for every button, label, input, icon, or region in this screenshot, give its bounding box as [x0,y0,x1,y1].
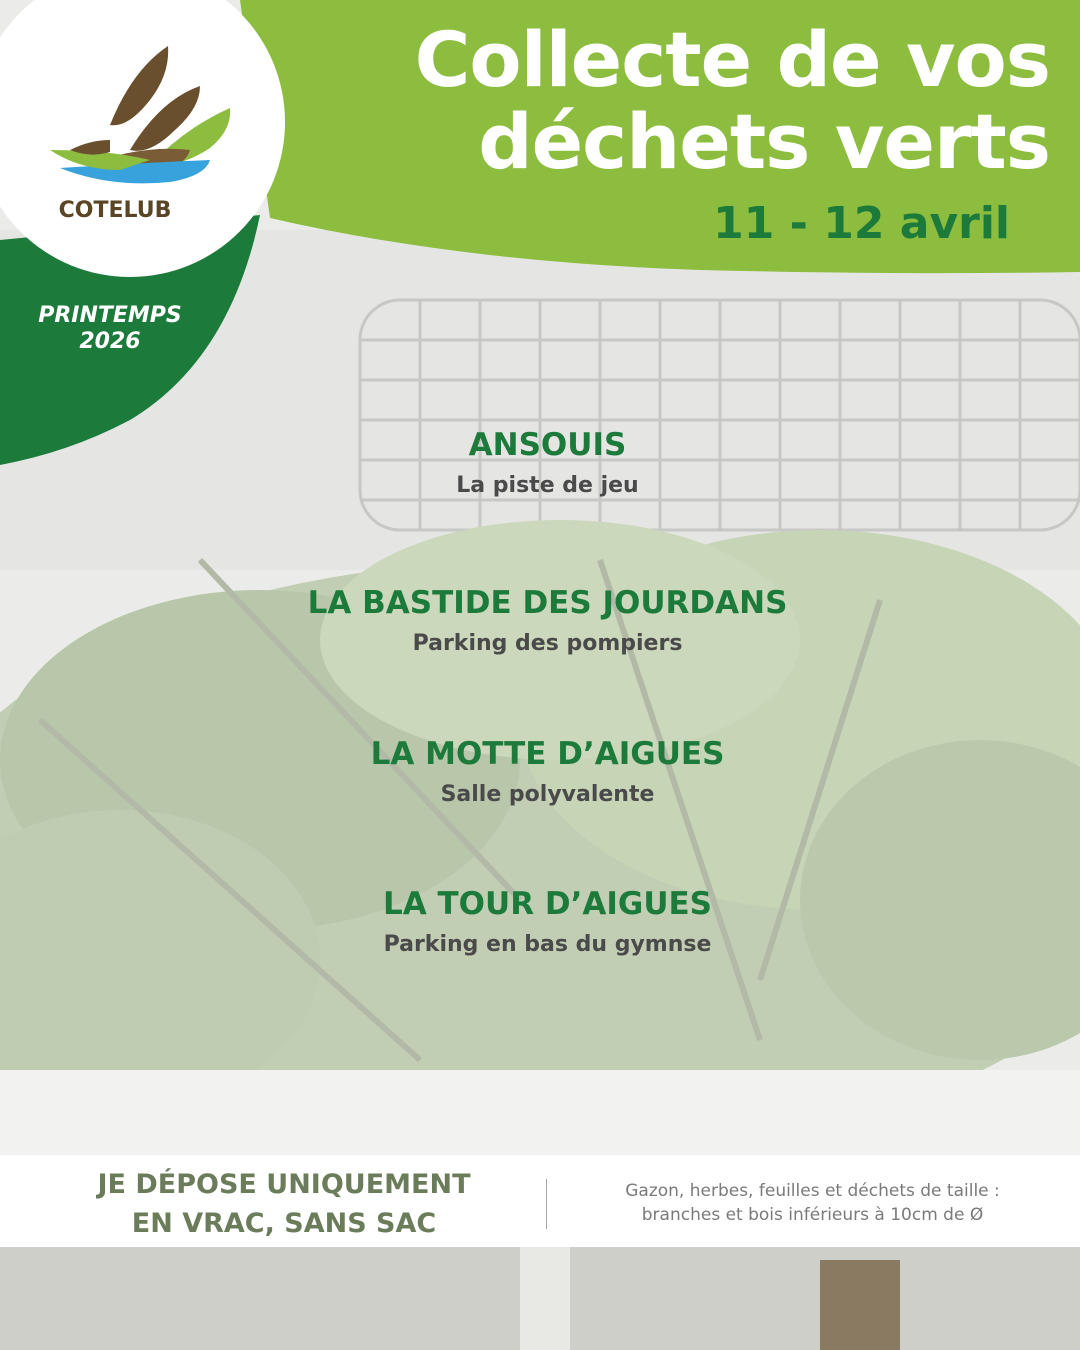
footer-divider [546,1179,547,1229]
location-place: Parking en bas du gymnse [383,932,712,957]
location-item [0,585,1080,656]
season-year: 2026 [79,329,141,354]
season-label: PRINTEMPS [38,303,182,328]
notice-line-2: EN VRAC, SANS SAC [131,1208,437,1239]
page-title-line-2: déchets verts [478,97,1050,186]
detail-line-2: branches et bois inférieurs à 10cm de Ø [641,1205,984,1225]
location-name: LA MOTTE D’AIGUES [370,736,725,772]
location-name: LA TOUR D’AIGUES [382,886,713,922]
location-name: ANSOUIS [468,427,627,463]
footer-notice-band [0,1155,1080,1247]
detail-line-1: Gazon, herbes, feuilles et déchets de taille : [625,1181,1000,1201]
page-title-line-1: Collecte de vos [414,15,1050,104]
event-date: 11 - 12 avril [713,198,1010,249]
location-item [0,427,1080,498]
location-place: La piste de jeu [456,473,639,498]
location-place: Salle polyvalente [440,782,655,807]
notice-line-1: JE DÉPOSE UNIQUEMENT [97,1169,471,1200]
location-place: Parking des pompiers [412,631,683,656]
brand-name: COTELUB [58,198,172,223]
location-item [0,736,1080,807]
location-item [0,886,1080,957]
location-name: LA BASTIDE DES JOURDANS [307,585,788,621]
